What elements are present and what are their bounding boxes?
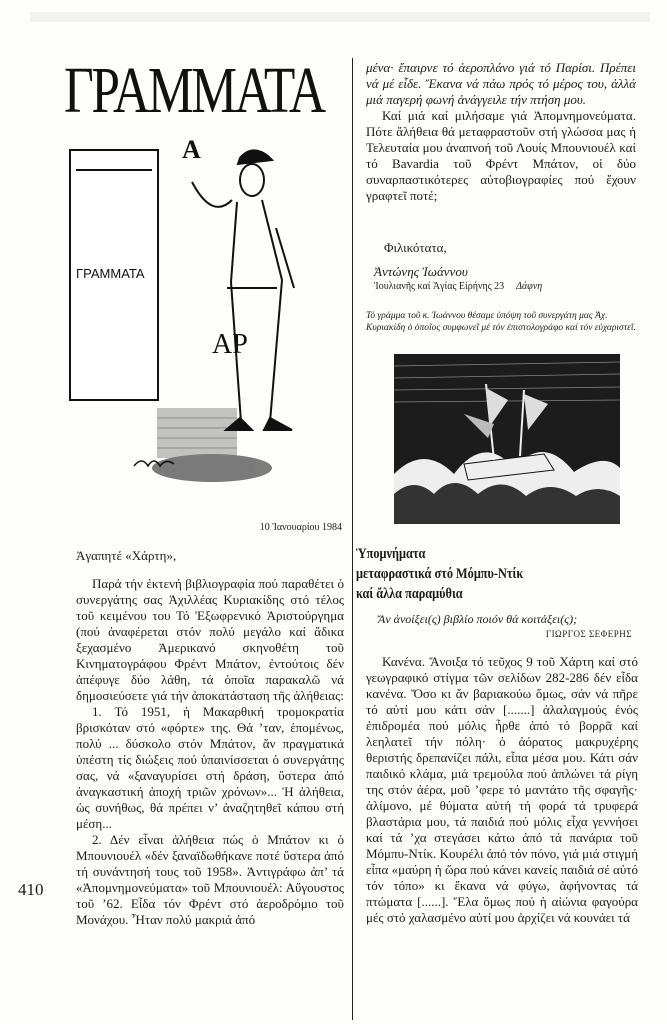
- epigraph: Ἄν ἀνοίξει(ς) βιβλίο ποιόν θά κοιτάξει(ς);: [378, 612, 578, 626]
- section-heading: ΓΡΑΜΜΑΤΑ: [64, 54, 324, 127]
- letter-paragraph: Καί μιά καί μιλήσαμε γιά Ἀπομνημονεύματα. Πότε ἄλήθεια θά μεταφραστοῦν στή γλώσσα μας ἡ Τελευταία μου ἀναπνοή τοῦ Λουίς Μπουνιουέλ καί τό Bavardia τοῦ Φρέντ Μπάτον, οἱ δύο συναρπαστικότερες αὐτοβιογραφίες πού ἔχουν γραφτεῖ ποτέ;: [366, 108, 636, 203]
- letter-paragraph: Παρά τήν ἐκτενή βιβλιογραφία πού παραθέτει ὁ συνεργάτης σας Ἀχιλλέας Κυριακίδης στό τέλος τοῦ κειμένου του Τό Ἐξωφρενικό Ἀριστούργημα (πού ἀναφέρεται στόν πολύ μεγάλο καί ἄδικα ξεχασμένο Ἀμερικανό σκηνοθέτη τοῦ Κινηματογράφου Φρέντ Μπάτον, ἐντούτοις δέν ἀπέφυγε δύο λάθη, τά ὁποῖα παρακαλῶ νά δημοσιεύσετε γιά τήν ἀποκατάσταση τῆς ἀλήθειας:: [76, 576, 344, 703]
- page-number: 410: [18, 880, 44, 899]
- letter-greeting: Ἀγαπητέ «Χάρτη»,: [76, 548, 177, 563]
- editor-note: Τό γράμμα τοῦ κ. Ἰωάννου θέσαμε ὑπόψη τοῦ συνεργάτη μας Ἀχ. Κυριακίδη ὁ ὁποῖος συμφωνεῖ μέ τόν ἐπιστολογράφο καί τόν εὐχαριστεῖ.: [366, 311, 636, 333]
- epigraph-author: ΓΙΩΡΓΟΣ ΣΕΦΕΡΗΣ: [545, 629, 632, 639]
- letter-body: [76, 548, 344, 928]
- letter-paragraph: 2. Δέν εἶναι ἀλήθεια πώς ὁ Μπάτον κι ὁ Μπουνιουέλ «δέν ξαναϊδωθήκανε ποτέ ὕστερα ἀπό τή συνάντησή τους τοῦ 1958». Ἀντιγράφω ἀπ’ τά «Ἀπομνημονεύματα» τοῦ Μπουνιουέλ: Αὔγουστος τοῦ ’62. Εἶδα τόν Φρέντ στό ἀεροδρόμιο τοῦ Μονάχου. Ἦταν πολύ μακριά ἀπό: [76, 832, 344, 927]
- article-paragraph: Κανένα. Ἄνοιξα τό τεῦχος 9 τοῦ Χάρτη καί στό γεωγραφικό στίγμα τῶν σελίδων 282-286 δέν εἶδα κανένα. Ὅσο κι ἄν βαριακούω ὅμως, σάν νά πῆρε τό αὐτί μου κάτι σάν [.......] ἀλαλαγμούς ἑνός ἐπιδρομέα πού μόλις ἦρθε ἀπό τό βορρᾶ καί λεηλατεῖ τήν πόλη· ὁ ἀόρατος μακρυχέρης θεριστής δρεπανίζει πάλι, εἶπα μέσα μου. Κάτι σάν παιδικό κλάμα, μιά τρεμούλα πού ἁπλώνει τά ρίγη της στόν ἀέρα, μοῦ ’φερε τό μαντάτο τῆς σφαγῆς· ἀλίμονο, μέ θύματα αὐτή τή φορά τά τρυφερά βλαστάρια μου, τά παιδιά πού μόλις εἶχα γεννήσει καί τά ’χα στεγάσει κάτω ἀπό τά πανάρια τοῦ Μόμπυ-Ντίκ. Κουρέλι ἀπό τόν πόνο, γιά μιά στιγμή εἶπα «μαύρη ἡ ὥρα πού κάνει κανείς παιδιά σέ αὐτό τόν τόπο» κι ἔκανα νά φύγω, ἀφήνοντας τά πτώματα [......]. Ἔλα ὅμως πού ἡ αἰώνια φαγούρα μές στό χαλασμένο αὐτί μου ἀρχίζει νά κουνάει τά: [366, 654, 638, 925]
- ship-woodcut-illustration: [394, 354, 620, 524]
- signature-name: Ἀντώνης Ἰωάννου: [374, 264, 468, 279]
- svg-text:Α: Α: [182, 135, 201, 164]
- address-street: Ἰουλιανῆς καί Ἁγίας Εἰρήνης 23: [374, 281, 505, 292]
- letter-date: 10 Ἰανουαρίου 1984: [259, 522, 342, 533]
- mailbox-label: ΓΡΑΜΜΑΤΑ: [76, 266, 145, 281]
- letter-label: ΑΡ: [212, 329, 248, 360]
- signature-address: [374, 281, 542, 292]
- letter-paragraph: 1. Τό 1951, ἡ Μακαρθική τρομοκρατία βρισκόταν στό «φόρτε» της. Θά ’ταν, ἑπομένως, πολύ ... δύσκολο στόν Μπάτον, ἄν πραγματικά ὑπέστη τίς διώξεις πού ὑπαινίσσεται ὁ συνεργάτης σας, νά «ξαναγυρίσει στή δράση, ὕστερα ἀπό ἀναγκαστική ἀποχή τριῶν χρόνων»... Ἡ ἀλήθεια, ὡς συνήθως, θά πρέπει ν’ ἀναζητηθεῖ κάπου στή μέση...: [76, 704, 344, 831]
- article-body: [366, 654, 638, 926]
- signoff: Φιλικότατα,: [384, 240, 447, 255]
- address-city: Δάφνη: [516, 281, 543, 292]
- cartoon-illustration: [62, 118, 346, 498]
- column-divider: [352, 58, 353, 1020]
- top-shade: [30, 12, 650, 22]
- quote-continuation: μένα· ἔπαιρνε τό ἀεροπλάνο γιά τό Παρίσι. Πρέπει νά μέ εἶδε. Ἔκανα νά πάω πρός τό μέρος του, ἀλλά μιά παγερή φωνή ἀνάγγειλε τήν πτήση μου.: [366, 60, 636, 107]
- article-title-line: Ὑπομνήματα: [356, 546, 426, 562]
- article-title: [356, 544, 586, 604]
- article-title-line: μεταφραστικά στό Μόμπυ-Ντίκ: [356, 566, 524, 582]
- article-title-line: καί ἄλλα παραμύθια: [356, 586, 463, 602]
- letter-continuation: [366, 60, 636, 204]
